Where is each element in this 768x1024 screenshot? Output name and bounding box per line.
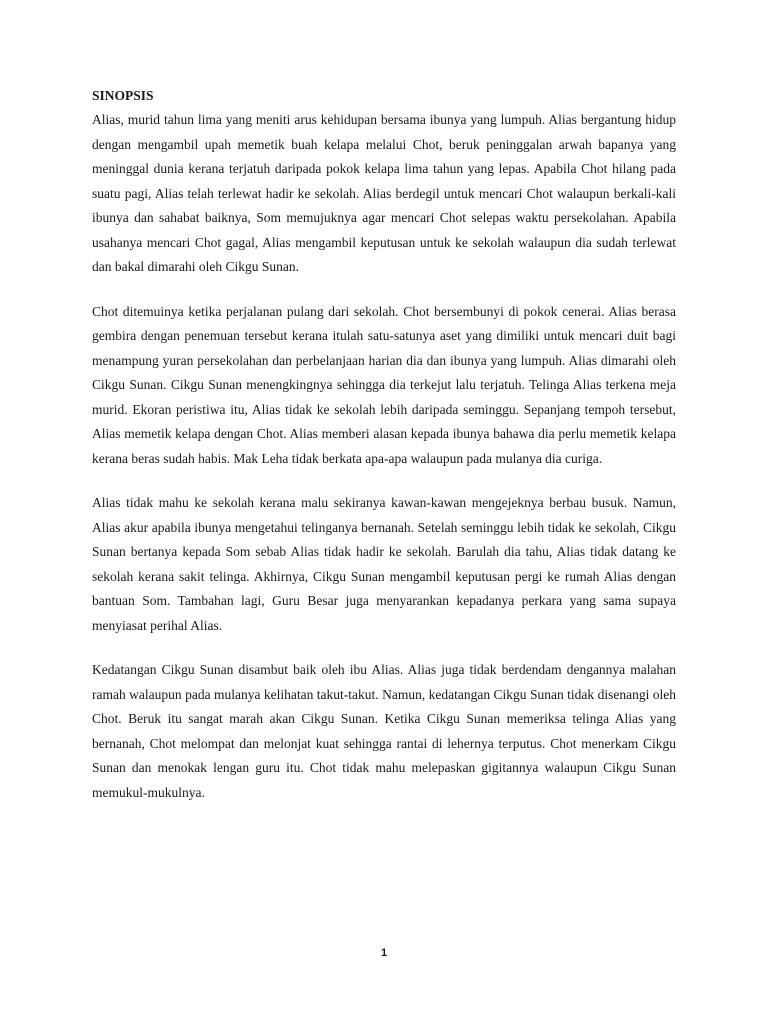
paragraph-1: Alias, murid tahun lima yang meniti arus kehidupan bersama ibunya yang lumpuh. Alias bergantung hidup dengan mengambil upah memetik buah kelapa melalui Chot, beruk peninggalan arwah bapanya yang meninggal dunia kerana terjatuh daripada pokok kelapa lima tahun yang lepas. Apabila Chot hilang pada suatu pagi, Alias telah terlewat hadir ke sekolah. Alias berdegil untuk mencari Chot walaupun berkali-kali ibunya dan sahabat baiknya, Som memujuknya agar mencari Chot selepas waktu persekolahan. Apabila usahanya mencari Chot gagal, Alias mengambil keputusan untuk ke sekolah walaupun dia sudah terlewat dan bakal dimarahi oleh Cikgu Sunan.: [92, 112, 676, 274]
paragraph-4: Kedatangan Cikgu Sunan disambut baik oleh ibu Alias. Alias juga tidak berdendam dengannya malahan ramah walaupun pada mulanya kelihatan takut-takut. Namun, kedatangan Cikgu Sunan tidak disenangi oleh Chot. Beruk itu sangat marah akan Cikgu Sunan. Ketika Cikgu Sunan memeriksa telinga Alias yang bernanah, Chot melompat dan melonjat kuat sehingga rantai di lehernya terputus. Chot menerkam Cikgu Sunan dan menokak lengan guru itu. Chot tidak mahu melepaskan gigitannya walaupun Cikgu Sunan memukul-mukulnya.: [92, 662, 676, 800]
paragraph-2: Chot ditemuinya ketika perjalanan pulang dari sekolah. Chot bersembunyi di pokok cenerai. Alias berasa gembira dengan penemuan tersebut kerana itulah satu-satunya aset yang dimiliki untuk mencari duit bagi menampung yuran persekolahan dan perbelanjaan harian dia dan ibunya yang lumpuh. Alias dimarahi oleh Cikgu Sunan. Cikgu Sunan menengkingnya sehingga dia terkejut lalu terjatuh. Telinga Alias terkena meja murid. Ekoran peristiwa itu, Alias tidak ke sekolah lebih daripada seminggu. Sepanjang tempoh tersebut, Alias memetik kelapa dengan Chot. Alias memberi alasan kepada ibunya bahawa dia perlu memetik kelapa kerana beras sudah habis. Mak Leha tidak berkata apa-apa walaupun pada mulanya dia curiga.: [92, 303, 676, 466]
page-number: 1: [380, 947, 388, 959]
document-body: [92, 84, 676, 825]
section-heading: SINOPSIS: [92, 88, 154, 103]
paragraph-3: Alias tidak mahu ke sekolah kerana malu sekiranya kawan-kawan mengejeknya berbau busuk. Namun, Alias akur apabila ibunya mengetahui telinganya bernanah. Setelah seminggu lebih tidak ke sekolah, Cikgu Sunan bertanya kepada Som sebab Alias tidak hadir ke sekolah. Barulah dia tahu, Alias tidak datang ke sekolah kerana sakit telinga. Akhirnya, Cikgu Sunan mengambil keputusan pergi ke rumah Alias dengan bantuan Som. Tambahan lagi, Guru Besar juga menyarankan kepadanya perkara yang sama supaya menyiasat perihal Alias.: [92, 495, 676, 633]
